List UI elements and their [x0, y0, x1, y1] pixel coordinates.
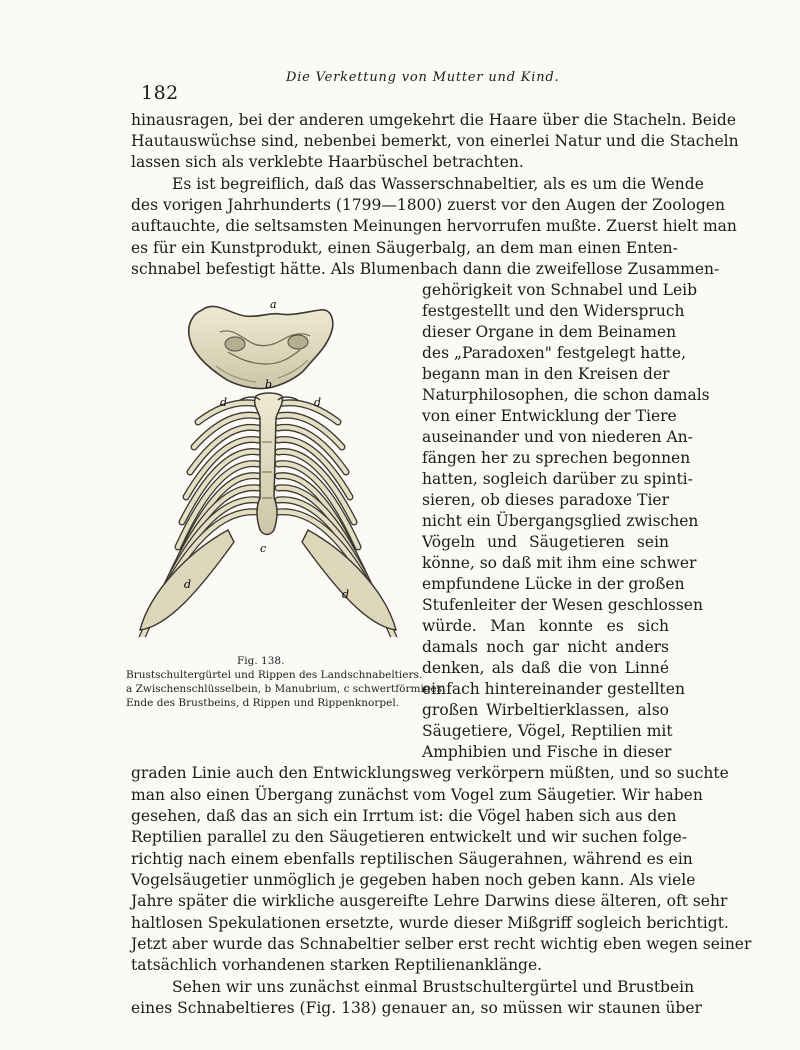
figure-label-d: d — [314, 396, 322, 409]
text-line: Jahre später die wirkliche ausgereifte Lehre Darwins diese älteren, oft sehr — [131, 892, 728, 910]
text-line: Es ist begreiflich, daß das Wasserschnabeltier, als es um die Wende — [172, 175, 704, 193]
text-line: lassen sich als verklebte Haarbüschel betrachten. — [131, 153, 524, 171]
text-line: gehörigkeit von Schnabel und Leib — [422, 281, 698, 299]
text-line: festgestellt und den Widerspruch — [422, 302, 685, 320]
text-line: begann man in den Kreisen der — [422, 365, 670, 383]
interclavicle-bone — [189, 306, 333, 388]
text-line: Säugetiere, Vögel, Reptilien mit — [422, 722, 673, 740]
figure-label-d: d — [342, 588, 350, 601]
figure-caption-line: Brustschultergürtel und Rippen des Landschnabeltiers. — [126, 669, 423, 681]
text-line: Stufenleiter der Wesen geschlossen — [422, 596, 703, 614]
figure-label-a: a — [270, 298, 277, 311]
text-line: Vogelsäugetier unmöglich je gegeben haben noch geben kann. Als viele — [131, 871, 696, 889]
figure-label-d: d — [220, 396, 228, 409]
text-line: empfundene Lücke in der großen — [422, 575, 685, 593]
text-line: graden Linie auch den Entwicklungsweg verkörpern müßten, und so suchte — [131, 764, 729, 782]
text-line: würde. Man konnte es sich — [422, 617, 669, 635]
text-line: nicht ein Übergangsglied zwischen — [422, 512, 699, 530]
text-line: dieser Organe in dem Beinamen — [422, 323, 677, 341]
running-head: Die Verkettung von Mutter und Kind. — [286, 70, 560, 85]
text-line: richtig nach einem ebenfalls reptilischen Säugerahnen, während es ein — [131, 850, 693, 868]
figure-label-c: c — [260, 542, 267, 555]
text-line: sieren, ob dieses paradoxe Tier — [422, 491, 669, 509]
text-line: denken, als daß die von Linné — [422, 659, 669, 677]
text-line: auseinander und von niederen An- — [422, 428, 693, 446]
skeleton-illustration — [120, 292, 415, 637]
text-line: man also einen Übergang zunächst vom Vogel zum Säugetier. Wir haben — [131, 786, 703, 804]
text-line: schnabel befestigt hätte. Als Blumenbach dann die zweifellose Zusammen- — [131, 260, 720, 278]
text-line: Hautauswüchse sind, nebenbei bemerkt, von einerlei Natur und die Stacheln — [131, 132, 739, 150]
text-line: Vögeln und Säugetieren sein — [422, 533, 669, 551]
figure-label-b: b — [265, 378, 273, 391]
text-line: fängen her zu sprechen begonnen — [422, 449, 691, 467]
text-line: des vorigen Jahrhunderts (1799—1800) zuerst vor den Augen der Zoologen — [131, 196, 725, 214]
text-line: Naturphilosophen, die schon damals — [422, 386, 710, 404]
figure-number: Fig. 138. — [237, 655, 285, 667]
text-line: auftauchte, die seltsamsten Meinungen hervorrufen mußte. Zuerst hielt man — [131, 217, 737, 235]
text-line: Amphibien und Fische in dieser — [422, 743, 672, 761]
text-line: eines Schnabeltieres (Fig. 138) genauer an, so müssen wir staunen über — [131, 999, 702, 1017]
text-line: damals noch gar nicht anders — [422, 638, 669, 656]
page-number: 182 — [141, 82, 179, 104]
text-line: hinausragen, bei der anderen umgekehrt die Haare über die Stacheln. Beide — [131, 111, 737, 129]
figure-caption-line: Ende des Brustbeins, d Rippen und Rippenknorpel. — [126, 697, 400, 709]
figure-label-d: d — [184, 578, 192, 591]
text-line: es für ein Kunstprodukt, einen Säugerbalg, an dem man einen Enten- — [131, 239, 678, 257]
text-line: von einer Entwicklung der Tiere — [422, 407, 677, 425]
text-line: Sehen wir uns zunächst einmal Brustschultergürtel und Brustbein — [172, 978, 695, 996]
text-line: Jetzt aber wurde das Schnabeltier selber erst recht wichtig eben wegen seiner — [131, 935, 752, 953]
text-line: haltlosen Spekulationen ersetzte, wurde dieser Mißgriff sogleich berichtigt. — [131, 914, 729, 932]
text-line: hatten, sogleich darüber zu spinti- — [422, 470, 693, 488]
text-line: gesehen, daß das an sich ein Irrtum ist: die Vögel haben sich aus den — [131, 807, 677, 825]
text-line: großen Wirbeltierklassen, also — [422, 701, 669, 719]
text-line: Reptilien parallel zu den Säugetieren entwickelt und wir suchen folge- — [131, 828, 687, 846]
text-line: einfach hintereinander gestellten — [422, 680, 685, 698]
figure-caption-line: a Zwischenschlüsselbein, b Manubrium, c schwertförmiges — [126, 683, 443, 695]
text-line: könne, so daß mit ihm eine schwer — [422, 554, 697, 572]
text-line: tatsächlich vorhandenen starken Reptilienanklänge. — [131, 956, 543, 974]
text-line: des „Paradoxen" festgelegt hatte, — [422, 344, 687, 362]
